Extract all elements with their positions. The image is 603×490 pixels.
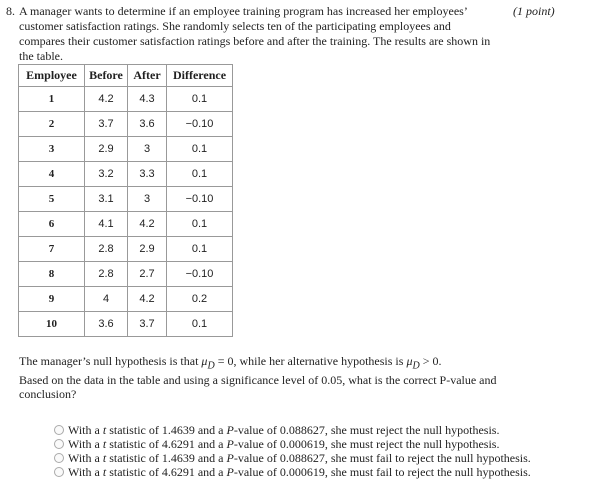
- option-pre: With a: [68, 451, 103, 465]
- table-row: [19, 137, 233, 162]
- header-after: After: [128, 65, 167, 87]
- cell-difference: −0.10: [167, 187, 233, 212]
- table-row: [19, 312, 233, 337]
- option-mid: statistic of 1.4639 and a: [106, 451, 227, 465]
- cell-before: 3.6: [85, 312, 128, 337]
- table-row: [19, 212, 233, 237]
- option-pre: With a: [68, 465, 103, 479]
- cell-after: 4.2: [128, 287, 167, 312]
- option-label: [68, 423, 499, 437]
- hypothesis-suffix: .: [438, 354, 442, 368]
- cell-employee: 2: [19, 112, 85, 137]
- option-label: [68, 451, 531, 465]
- option-mid: statistic of 4.6291 and a: [106, 437, 227, 451]
- cell-before: 3.7: [85, 112, 128, 137]
- alt-mu: μ: [406, 354, 413, 368]
- hypothesis-line-2: Based on the data in the table and using a significance level of 0.05, what is the correct P-value and conclusion?: [19, 373, 497, 402]
- option-p: P: [226, 437, 234, 451]
- option-post: -value of 0.088627, she must reject the null hypothesis.: [233, 423, 500, 437]
- header-difference: Difference: [167, 65, 233, 87]
- option-post: -value of 0.000619, she must fail to reject the null hypothesis.: [233, 465, 531, 479]
- cell-after: 4.3: [128, 87, 167, 112]
- ratings-table: [18, 64, 233, 337]
- option-t: t: [102, 423, 107, 437]
- table-row: [19, 112, 233, 137]
- option-mid: statistic of 1.4639 and a: [106, 423, 227, 437]
- option-pre: With a: [68, 423, 103, 437]
- answer-option[interactable]: [54, 423, 531, 437]
- cell-employee: 1: [19, 87, 85, 112]
- cell-before: 2.8: [85, 262, 128, 287]
- cell-after: 3.3: [128, 162, 167, 187]
- cell-after: 3: [128, 187, 167, 212]
- radio-button[interactable]: [54, 453, 64, 463]
- option-p: P: [226, 465, 234, 479]
- cell-difference: 0.1: [167, 237, 233, 262]
- radio-button[interactable]: [54, 439, 64, 449]
- option-p: P: [226, 451, 234, 465]
- question-number: 8.: [6, 4, 15, 18]
- table-row: [19, 287, 233, 312]
- option-pre: With a: [68, 437, 103, 451]
- header-before: Before: [85, 65, 128, 87]
- table-row: [19, 262, 233, 287]
- question-points: (1 point): [513, 4, 555, 18]
- cell-after: 2.9: [128, 237, 167, 262]
- cell-before: 3.2: [85, 162, 128, 187]
- option-post: -value of 0.088627, she must fail to reject the null hypothesis.: [233, 451, 531, 465]
- option-t: t: [102, 437, 107, 451]
- hypothesis-middle: , while her alternative hypothesis is: [233, 354, 407, 368]
- cell-after: 3.7: [128, 312, 167, 337]
- cell-employee: 8: [19, 262, 85, 287]
- table-row: [19, 237, 233, 262]
- option-label: [68, 465, 531, 479]
- cell-after: 4.2: [128, 212, 167, 237]
- answer-options: [54, 423, 531, 479]
- question-text: [19, 4, 499, 64]
- cell-difference: 0.1: [167, 312, 233, 337]
- hypothesis-text: [19, 354, 499, 401]
- cell-after: 2.7: [128, 262, 167, 287]
- alt-rest: > 0: [419, 354, 439, 368]
- option-mid: statistic of 4.6291 and a: [106, 465, 227, 479]
- cell-employee: 10: [19, 312, 85, 337]
- table-row: [19, 87, 233, 112]
- null-mu: μ: [201, 354, 208, 368]
- cell-employee: 3: [19, 137, 85, 162]
- option-label: [68, 437, 499, 451]
- header-employee: Employee: [19, 65, 85, 87]
- radio-button[interactable]: [54, 467, 64, 477]
- hypothesis-line-1: [19, 354, 499, 373]
- cell-employee: 4: [19, 162, 85, 187]
- null-rest: = 0: [214, 354, 234, 368]
- cell-difference: −0.10: [167, 262, 233, 287]
- cell-before: 4: [85, 287, 128, 312]
- cell-employee: 5: [19, 187, 85, 212]
- answer-option[interactable]: [54, 451, 531, 465]
- table-header-row: [19, 65, 233, 87]
- option-t: t: [102, 451, 107, 465]
- radio-button[interactable]: [54, 425, 64, 435]
- table-row: [19, 187, 233, 212]
- null-sub: D: [207, 360, 215, 372]
- question-body: A manager wants to determine if an employee training program has increased her employees’ customer satisfaction ratings. She randomly selects ten of the participating employees and compares their customer satisfaction ratings before and after the training. The results are shown in the table.: [19, 4, 491, 63]
- table-row: [19, 162, 233, 187]
- cell-before: 3.1: [85, 187, 128, 212]
- cell-employee: 9: [19, 287, 85, 312]
- cell-before: 2.9: [85, 137, 128, 162]
- hypothesis-prefix: The manager’s null hypothesis is that: [19, 354, 202, 368]
- cell-difference: 0.1: [167, 87, 233, 112]
- cell-difference: 0.1: [167, 212, 233, 237]
- answer-option[interactable]: [54, 437, 531, 451]
- cell-before: 4.2: [85, 87, 128, 112]
- table-body: [19, 87, 233, 337]
- cell-before: 2.8: [85, 237, 128, 262]
- option-t: t: [102, 465, 107, 479]
- option-post: -value of 0.000619, she must reject the null hypothesis.: [233, 437, 500, 451]
- cell-difference: 0.1: [167, 137, 233, 162]
- cell-difference: 0.2: [167, 287, 233, 312]
- option-p: P: [226, 423, 234, 437]
- cell-employee: 6: [19, 212, 85, 237]
- answer-option[interactable]: [54, 465, 531, 479]
- cell-before: 4.1: [85, 212, 128, 237]
- cell-difference: −0.10: [167, 112, 233, 137]
- cell-after: 3: [128, 137, 167, 162]
- cell-employee: 7: [19, 237, 85, 262]
- alt-sub: D: [412, 360, 420, 372]
- cell-after: 3.6: [128, 112, 167, 137]
- cell-difference: 0.1: [167, 162, 233, 187]
